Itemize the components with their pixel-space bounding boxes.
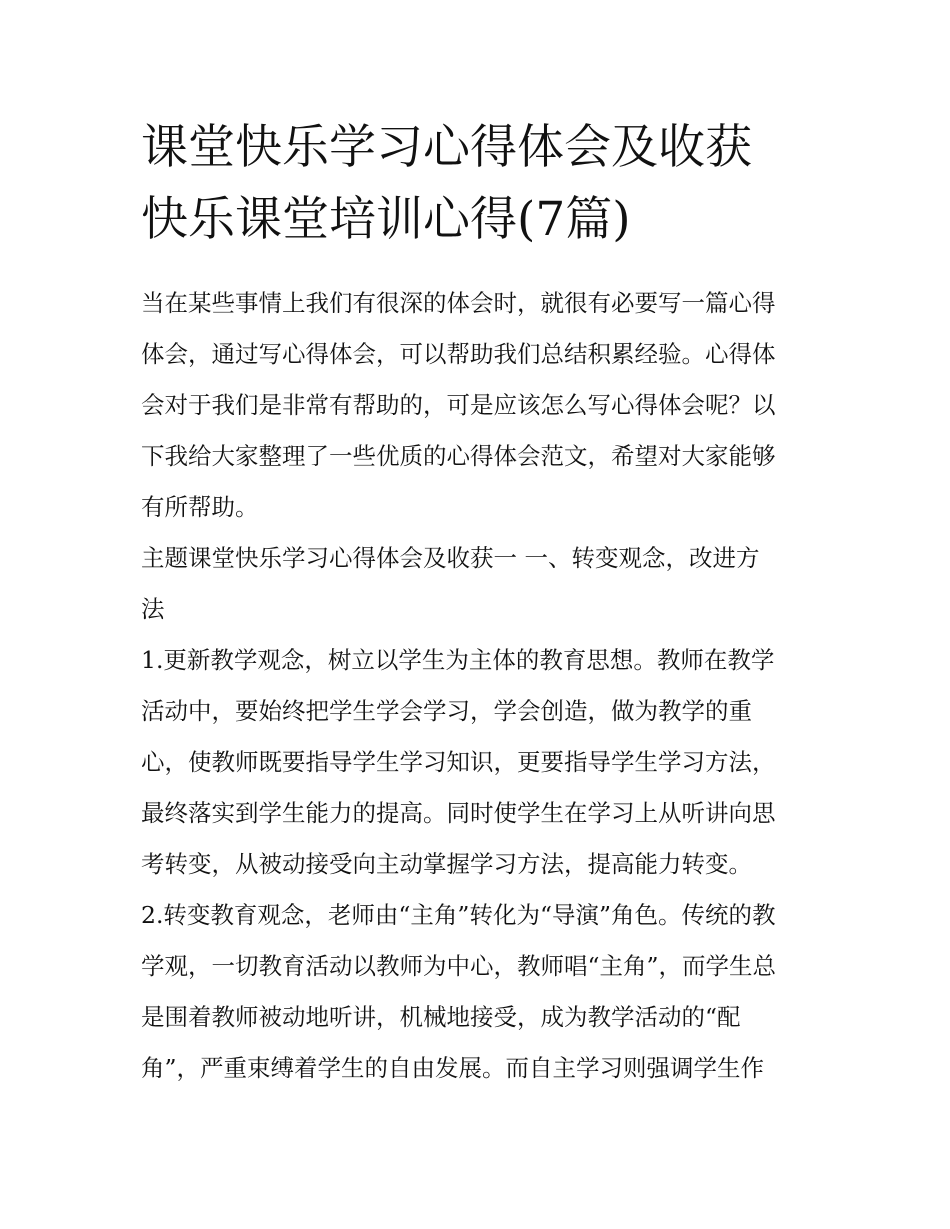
body-line: 有所帮助。 [141,493,259,521]
body-line: 1.更新教学观念，树立以学生为主体的教育思想。教师在教学 [141,646,775,674]
section-heading-line: 主题课堂快乐学习心得体会及收获一 一、转变观念，改进方 [141,544,760,572]
document-title [141,112,821,256]
title-line: 快乐课堂培训心得(7篇) [141,192,631,247]
body-line: 心，使教师既要指导学生学习知识，更要指导学生学习方法， [141,748,776,776]
title-line: 课堂快乐学习心得体会及收获 [141,120,752,175]
body-line: 体会，通过写心得体会，可以帮助我们总结积累经验。心得体 [141,340,776,368]
document-body [141,278,821,1094]
body-line: 是围着教师被动地听讲，机械地接受，成为教学活动的“配 [141,1003,741,1031]
body-line: 考转变，从被动接受向主动掌握学习方法，提高能力转变。 [141,850,752,878]
body-line: 角”，严重束缚着学生的自由发展。而自主学习则强调学生作 [141,1054,765,1082]
section-heading-line: 法 [141,595,165,623]
body-line: 最终落实到学生能力的提高。同时使学生在学习上从听讲向思 [141,799,776,827]
body-line: 当在某些事情上我们有很深的体会时，就很有必要写一篇心得 [141,289,776,317]
body-line: 下我给大家整理了一些优质的心得体会范文，希望对大家能够 [141,442,776,470]
body-line: 2.转变教育观念，老师由“主角”转化为“导演”角色。传统的教 [141,901,776,929]
body-line: 学观，一切教育活动以教师为中心，教师唱“主角”，而学生总 [141,952,777,980]
body-line: 会对于我们是非常有帮助的，可是应该怎么写心得体会呢？以 [141,391,776,419]
body-line: 活动中，要始终把学生学会学习，学会创造，做为教学的重 [141,697,752,725]
